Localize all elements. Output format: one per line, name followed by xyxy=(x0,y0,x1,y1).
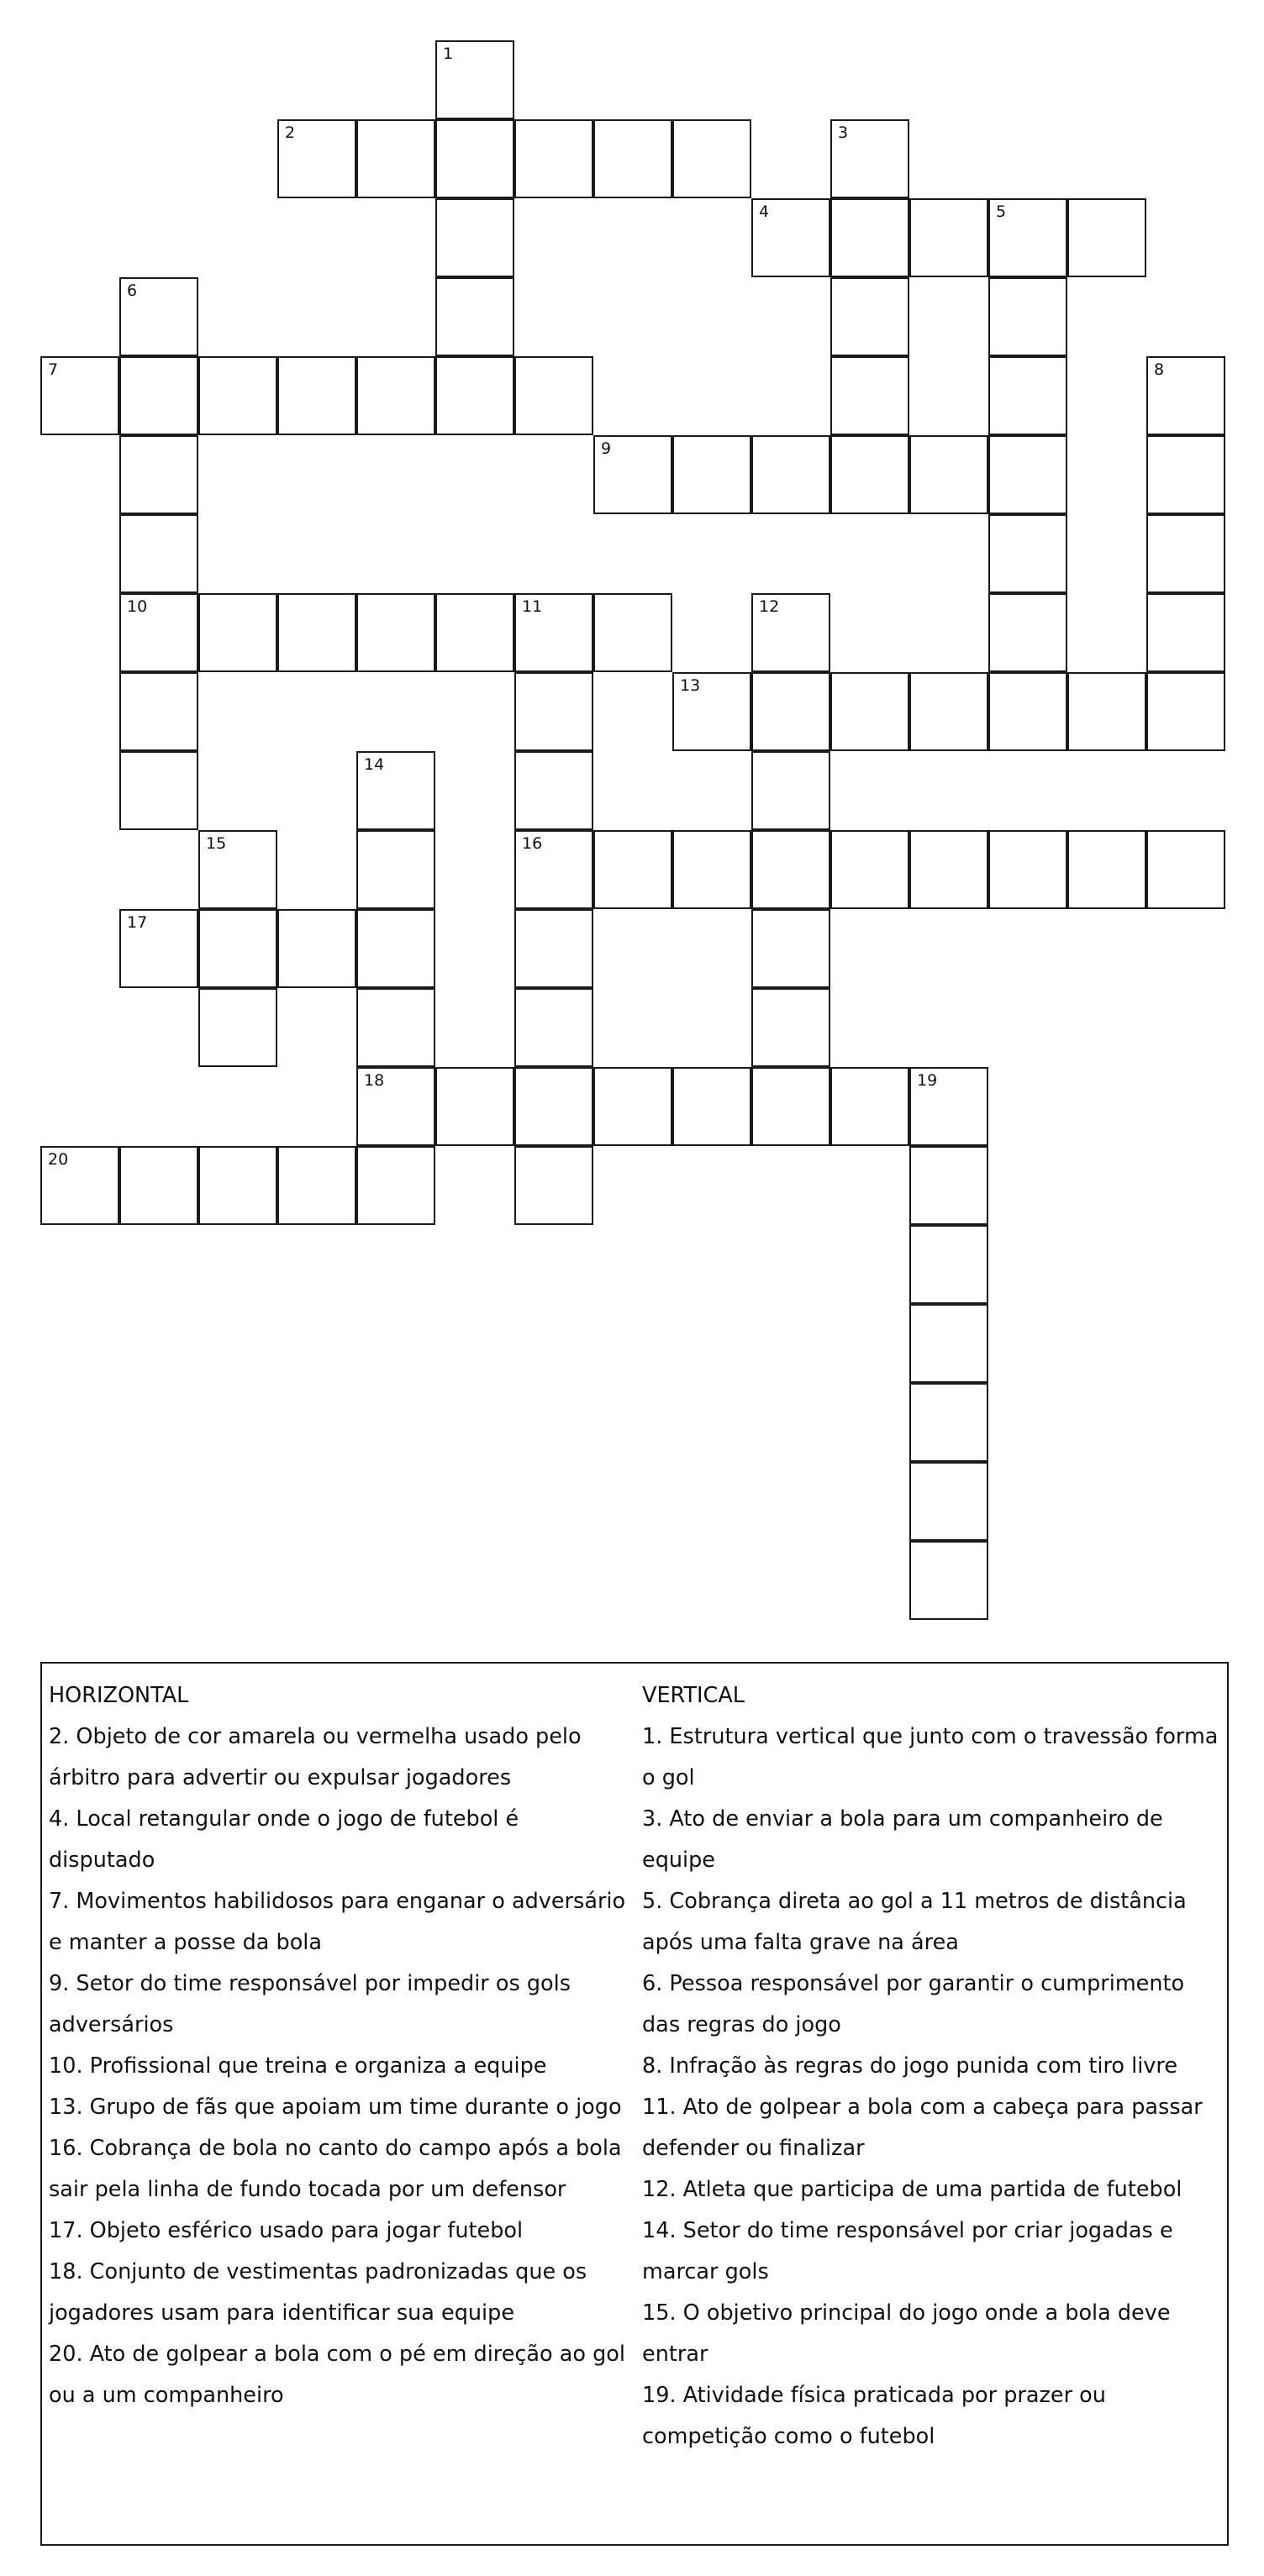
crossword-cell[interactable] xyxy=(119,514,198,593)
clue-number: 17 xyxy=(127,913,148,932)
clue-v-6: 6. Pessoa responsável por garantir o cumprimento das regras do jogo xyxy=(642,1971,1185,2037)
crossword-cell[interactable] xyxy=(514,830,593,909)
crossword-cell[interactable] xyxy=(751,672,830,751)
crossword-cell[interactable] xyxy=(988,356,1067,435)
clue-v-5: 5. Cobrança direta ao gol a 11 metros de distância após uma falta grave na área xyxy=(642,1889,1187,1955)
crossword-cell[interactable] xyxy=(198,830,277,909)
crossword-cell[interactable] xyxy=(909,435,988,514)
clue-number: 19 xyxy=(917,1071,938,1090)
crossword-cell[interactable] xyxy=(356,751,435,830)
crossword-cell[interactable] xyxy=(435,119,514,198)
clue-h-2: 2. Objeto de cor amarela ou vermelha usado pelo árbitro para advertir ou expulsar jogadores xyxy=(49,1724,582,1790)
crossword-cell[interactable] xyxy=(1146,672,1225,751)
crossword-cell[interactable] xyxy=(909,198,988,277)
crossword-cell[interactable] xyxy=(593,119,672,198)
crossword-cell[interactable] xyxy=(514,988,593,1067)
crossword-cell[interactable] xyxy=(593,830,672,909)
crossword-cell[interactable] xyxy=(830,672,909,751)
clue-v-12: 12. Atleta que participa de uma partida de futebol xyxy=(642,2177,1182,2202)
crossword-cell[interactable] xyxy=(909,830,988,909)
clue-v-14: 14. Setor do time responsável por criar jogadas e marcar gols xyxy=(642,2218,1173,2284)
crossword-cell[interactable] xyxy=(830,435,909,514)
crossword-cell[interactable] xyxy=(198,593,277,672)
crossword-cell[interactable] xyxy=(909,672,988,751)
crossword-cell[interactable] xyxy=(277,356,356,435)
crossword-cell[interactable] xyxy=(751,593,830,672)
crossword-cell[interactable] xyxy=(988,514,1067,593)
clue-number: 9 xyxy=(601,439,612,458)
clue-number: 14 xyxy=(364,755,385,774)
clue-h-4: 4. Local retangular onde o jogo de futebol é disputado xyxy=(49,1806,519,1873)
crossword-cell[interactable] xyxy=(119,672,198,751)
crossword-cell[interactable] xyxy=(119,1146,198,1225)
crossword-cell[interactable] xyxy=(356,593,435,672)
crossword-cell[interactable] xyxy=(672,1067,751,1146)
crossword-cell[interactable] xyxy=(40,356,119,435)
crossword-cell[interactable] xyxy=(909,1146,988,1225)
clue-number: 10 xyxy=(127,597,148,616)
crossword-cell[interactable] xyxy=(277,119,356,198)
crossword-cell[interactable] xyxy=(514,356,593,435)
crossword-cell[interactable] xyxy=(119,593,198,672)
crossword-cell[interactable] xyxy=(751,830,830,909)
crossword-cell[interactable] xyxy=(435,198,514,277)
crossword-cell[interactable] xyxy=(751,435,830,514)
crossword-cell[interactable] xyxy=(988,277,1067,356)
crossword-cell[interactable] xyxy=(277,1146,356,1225)
clue-h-18: 18. Conjunto de vestimentas padronizadas que os jogadores usam para identificar sua equipe xyxy=(49,2259,587,2326)
crossword-cell[interactable] xyxy=(751,909,830,988)
horizontal-clues xyxy=(49,1675,629,2416)
vertical-heading: VERTICAL xyxy=(642,1683,745,1708)
crossword-cell[interactable] xyxy=(988,435,1067,514)
clue-number: 5 xyxy=(996,202,1007,221)
clues-box xyxy=(40,1662,1229,2546)
crossword-cell[interactable] xyxy=(356,1146,435,1225)
crossword-cell[interactable] xyxy=(830,277,909,356)
clue-h-13: 13. Grupo de fãs que apoiam um time durante o jogo xyxy=(49,2095,622,2120)
crossword-cell[interactable] xyxy=(909,1383,988,1462)
clue-number: 18 xyxy=(364,1071,385,1090)
clue-h-16: 16. Cobrança de bola no canto do campo após a bola sair pela linha de fundo tocada por um defensor xyxy=(49,2136,622,2202)
crossword-cell[interactable] xyxy=(435,277,514,356)
clue-h-17: 17. Objeto esférico usado para jogar futebol xyxy=(49,2218,524,2243)
clue-number: 20 xyxy=(48,1150,69,1169)
crossword-cell[interactable] xyxy=(119,277,198,356)
crossword-cell[interactable] xyxy=(356,119,435,198)
crossword-cell[interactable] xyxy=(909,1225,988,1304)
crossword-cell[interactable] xyxy=(751,751,830,830)
crossword-cell[interactable] xyxy=(988,593,1067,672)
clue-number: 7 xyxy=(48,360,59,379)
clue-h-10: 10. Profissional que treina e organiza a equipe xyxy=(49,2053,547,2079)
crossword-cell[interactable] xyxy=(198,909,277,988)
crossword-cell[interactable] xyxy=(514,1146,593,1225)
clue-v-19: 19. Atividade física praticada por prazer ou competição como o futebol xyxy=(642,2383,1106,2449)
crossword-cell[interactable] xyxy=(435,40,514,119)
crossword-cell[interactable] xyxy=(1067,672,1146,751)
crossword-cell[interactable] xyxy=(830,198,909,277)
crossword-cell[interactable] xyxy=(198,988,277,1067)
crossword-cell[interactable] xyxy=(830,356,909,435)
crossword-cell[interactable] xyxy=(751,1067,830,1146)
clue-number: 12 xyxy=(759,597,780,616)
crossword-cell[interactable] xyxy=(514,1067,593,1146)
crossword-cell[interactable] xyxy=(593,435,672,514)
crossword-cell[interactable] xyxy=(909,1067,988,1146)
crossword-cell[interactable] xyxy=(988,672,1067,751)
crossword-cell[interactable] xyxy=(830,119,909,198)
crossword-cell[interactable] xyxy=(356,909,435,988)
crossword-cell[interactable] xyxy=(988,830,1067,909)
clue-number: 3 xyxy=(838,124,849,142)
crossword-cell[interactable] xyxy=(593,1067,672,1146)
crossword-cell[interactable] xyxy=(1146,514,1225,593)
crossword-cell[interactable] xyxy=(277,909,356,988)
crossword-cell[interactable] xyxy=(1146,593,1225,672)
clue-v-1: 1. Estrutura vertical que junto com o travessão forma o gol xyxy=(642,1724,1219,1790)
crossword-cell[interactable] xyxy=(40,1146,119,1225)
crossword-cell[interactable] xyxy=(119,356,198,435)
clue-number: 16 xyxy=(522,834,543,853)
clue-h-9: 9. Setor do time responsável por impedir os gols adversários xyxy=(49,1971,571,2037)
crossword-cell[interactable] xyxy=(119,435,198,514)
crossword-cell[interactable] xyxy=(751,198,830,277)
clue-v-8: 8. Infração às regras do jogo punida com tiro livre xyxy=(642,2053,1178,2079)
crossword-cell[interactable] xyxy=(356,356,435,435)
crossword-cell[interactable] xyxy=(119,751,198,830)
crossword-cell[interactable] xyxy=(514,593,593,672)
crossword-cell[interactable] xyxy=(277,593,356,672)
clue-number: 2 xyxy=(285,124,296,142)
crossword-cell[interactable] xyxy=(1146,435,1225,514)
clue-v-15: 15. O objetivo principal do jogo onde a bola deve entrar xyxy=(642,2300,1171,2367)
crossword-cell[interactable] xyxy=(909,1541,988,1620)
horizontal-heading: HORIZONTAL xyxy=(49,1683,189,1708)
crossword-cell[interactable] xyxy=(356,1067,435,1146)
vertical-clues xyxy=(642,1675,1224,2458)
crossword-cell[interactable] xyxy=(830,830,909,909)
crossword-cell[interactable] xyxy=(435,1067,514,1146)
clue-number: 4 xyxy=(759,202,770,221)
crossword-cell[interactable] xyxy=(751,988,830,1067)
clue-h-7: 7. Movimentos habilidosos para enganar o adversário e manter a posse da bola xyxy=(49,1889,626,1955)
crossword-cell[interactable] xyxy=(1146,356,1225,435)
crossword-cell[interactable] xyxy=(119,909,198,988)
crossword-cell[interactable] xyxy=(435,356,514,435)
crossword-cell[interactable] xyxy=(435,593,514,672)
crossword-cell[interactable] xyxy=(909,1462,988,1541)
clue-number: 13 xyxy=(680,676,701,695)
crossword-cell[interactable] xyxy=(514,751,593,830)
crossword-cell[interactable] xyxy=(672,672,751,751)
crossword-cell[interactable] xyxy=(909,1304,988,1383)
crossword-cell[interactable] xyxy=(672,830,751,909)
crossword-cell[interactable] xyxy=(1146,830,1225,909)
clue-number: 15 xyxy=(206,834,227,853)
clue-v-3: 3. Ato de enviar a bola para um companheiro de equipe xyxy=(642,1806,1163,1873)
crossword-cell[interactable] xyxy=(356,830,435,909)
clue-number: 6 xyxy=(127,281,138,300)
crossword-cell[interactable] xyxy=(514,909,593,988)
crossword-cell[interactable] xyxy=(988,198,1067,277)
crossword-cell[interactable] xyxy=(1067,198,1146,277)
crossword-cell[interactable] xyxy=(672,119,751,198)
crossword-cell[interactable] xyxy=(514,119,593,198)
clue-number: 1 xyxy=(443,45,454,63)
crossword-cell[interactable] xyxy=(593,593,672,672)
crossword-cell[interactable] xyxy=(1067,830,1146,909)
crossword-cell[interactable] xyxy=(830,1067,909,1146)
clue-number: 11 xyxy=(522,597,543,616)
clue-number: 8 xyxy=(1154,360,1165,379)
crossword-cell[interactable] xyxy=(198,1146,277,1225)
crossword-cell[interactable] xyxy=(672,435,751,514)
crossword-cell[interactable] xyxy=(198,356,277,435)
clue-v-11: 11. Ato de golpear a bola com a cabeça para passar defender ou finalizar xyxy=(642,2095,1203,2161)
crossword-cell[interactable] xyxy=(356,988,435,1067)
clue-h-20: 20. Ato de golpear a bola com o pé em direção ao gol ou a um companheiro xyxy=(49,2342,625,2408)
crossword-cell[interactable] xyxy=(514,672,593,751)
